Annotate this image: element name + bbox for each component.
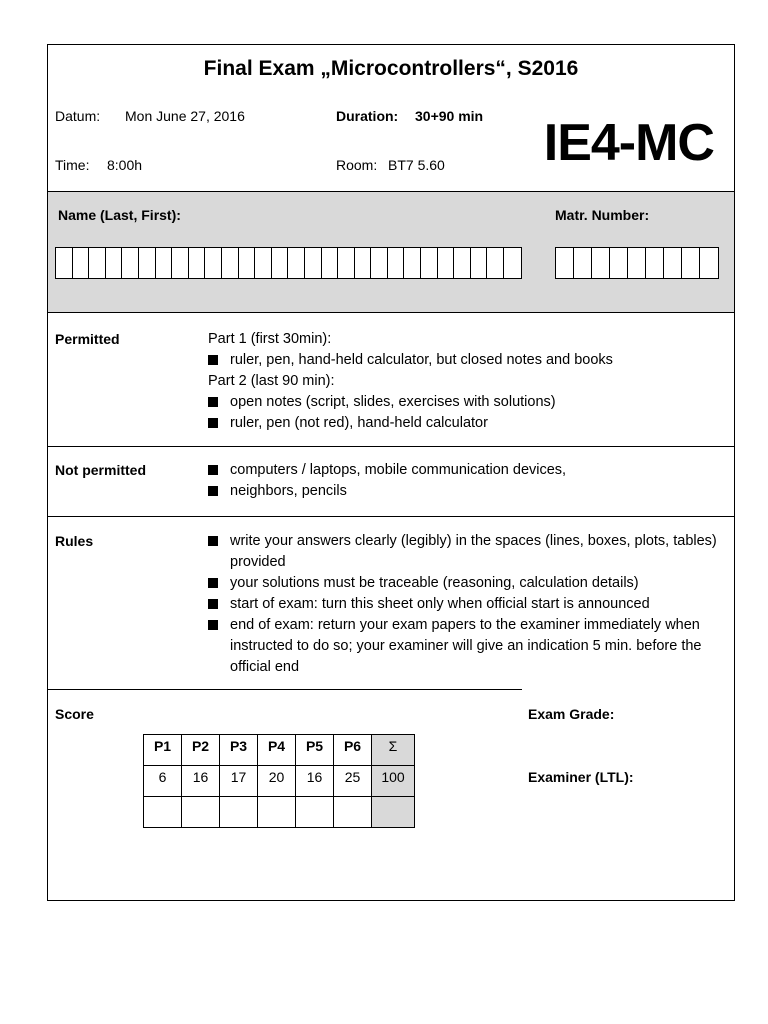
- character-box[interactable]: [239, 248, 256, 278]
- character-box[interactable]: [504, 248, 521, 278]
- character-box[interactable]: [610, 248, 628, 278]
- name-section: [48, 191, 734, 313]
- bullet-icon: [208, 486, 218, 496]
- header-p2: P2: [182, 735, 220, 766]
- max-points-row: [144, 766, 415, 797]
- character-box[interactable]: [122, 248, 139, 278]
- header-p4: P4: [258, 735, 296, 766]
- max-p5: 16: [296, 766, 334, 797]
- header-p1: P1: [144, 735, 182, 766]
- character-box[interactable]: [322, 248, 339, 278]
- character-box[interactable]: [700, 248, 718, 278]
- character-box[interactable]: [56, 248, 73, 278]
- part2-heading: Part 2 (last 90 min):: [208, 373, 335, 389]
- header-p3: P3: [220, 735, 258, 766]
- character-box[interactable]: [388, 248, 405, 278]
- score-header-row: [144, 735, 415, 766]
- bullet-icon: [208, 355, 218, 365]
- character-box[interactable]: [471, 248, 488, 278]
- bullet-icon: [208, 465, 218, 475]
- achieved-points-row: [144, 797, 415, 828]
- character-box[interactable]: [272, 248, 289, 278]
- bullet-icon: [208, 578, 218, 588]
- character-box[interactable]: [574, 248, 592, 278]
- exam-title: Final Exam „Microcontrollers“, S2016: [203, 57, 579, 80]
- list-item: write your answers clearly (legibly) in the spaces (lines, boxes, plots, tables) provided: [208, 531, 718, 573]
- matr-number-input-boxes[interactable]: [555, 247, 719, 279]
- name-label: Name (Last, First):: [58, 207, 181, 223]
- score-entry-p4[interactable]: [258, 797, 296, 828]
- score-entry-p6[interactable]: [334, 797, 372, 828]
- score-entry-p1[interactable]: [144, 797, 182, 828]
- character-box[interactable]: [682, 248, 700, 278]
- duration-value: 30+90 min: [415, 108, 484, 124]
- character-box[interactable]: [222, 248, 239, 278]
- examiner-label: Examiner (LTL):: [528, 769, 634, 785]
- character-box[interactable]: [421, 248, 438, 278]
- bullet-icon: [208, 536, 218, 546]
- score-label: Score: [55, 706, 94, 722]
- max-sum: 100: [372, 766, 415, 797]
- character-box[interactable]: [189, 248, 206, 278]
- bullet-icon: [208, 620, 218, 630]
- character-box[interactable]: [139, 248, 156, 278]
- list-item: ruler, pen (not red), hand-held calculator: [208, 413, 718, 434]
- time-value: 8:00h: [107, 157, 143, 173]
- permitted-label: Permitted: [55, 331, 120, 347]
- divider: [48, 516, 734, 517]
- score-entry-sum: [372, 797, 415, 828]
- permitted-list: [208, 329, 718, 434]
- not-permitted-list: [208, 460, 718, 502]
- character-box[interactable]: [404, 248, 421, 278]
- matr-label: Matr. Number:: [555, 207, 650, 223]
- list-item: open notes (script, slides, exercises with solutions): [208, 392, 718, 413]
- score-table: [143, 734, 415, 828]
- max-p3: 17: [220, 766, 258, 797]
- rules-list: [208, 531, 718, 678]
- character-box[interactable]: [556, 248, 574, 278]
- header-sum: Σ: [372, 735, 415, 766]
- room-label: Room:: [336, 157, 378, 173]
- character-box[interactable]: [664, 248, 682, 278]
- character-box[interactable]: [338, 248, 355, 278]
- character-box[interactable]: [255, 248, 272, 278]
- divider: [48, 689, 522, 690]
- character-box[interactable]: [628, 248, 646, 278]
- score-entry-p2[interactable]: [182, 797, 220, 828]
- bullet-icon: [208, 397, 218, 407]
- course-code: IE4-MC: [543, 114, 714, 172]
- character-box[interactable]: [487, 248, 504, 278]
- list-item: your solutions must be traceable (reasoning, calculation details): [208, 573, 718, 594]
- bullet-icon: [208, 599, 218, 609]
- room-value: BT7 5.60: [388, 157, 445, 173]
- character-box[interactable]: [89, 248, 106, 278]
- exam-cover-sheet: [47, 44, 735, 901]
- character-box[interactable]: [106, 248, 123, 278]
- character-box[interactable]: [288, 248, 305, 278]
- character-box[interactable]: [355, 248, 372, 278]
- character-box[interactable]: [646, 248, 664, 278]
- divider: [48, 446, 734, 447]
- list-item: ruler, pen, hand-held calculator, but closed notes and books: [208, 350, 718, 371]
- date-value: Mon June 27, 2016: [125, 108, 245, 124]
- header-p5: P5: [296, 735, 334, 766]
- name-input-boxes[interactable]: [55, 247, 522, 279]
- max-p1: 6: [144, 766, 182, 797]
- max-p4: 20: [258, 766, 296, 797]
- bullet-icon: [208, 418, 218, 428]
- duration-label: Duration:: [336, 108, 399, 124]
- character-box[interactable]: [205, 248, 222, 278]
- list-item: neighbors, pencils: [208, 481, 718, 502]
- character-box[interactable]: [454, 248, 471, 278]
- list-item: start of exam: turn this sheet only when official start is announced: [208, 594, 718, 615]
- time-label: Time:: [55, 157, 90, 173]
- character-box[interactable]: [305, 248, 322, 278]
- character-box[interactable]: [438, 248, 455, 278]
- max-p2: 16: [182, 766, 220, 797]
- exam-grade-label: Exam Grade:: [528, 706, 615, 722]
- part1-heading: Part 1 (first 30min):: [208, 331, 332, 347]
- not-permitted-label: Not permitted: [55, 462, 146, 478]
- list-item: end of exam: return your exam papers to the examiner immediately when instructed to do so; your examiner will give an indication 5 min. before the official end: [208, 615, 718, 678]
- max-p6: 25: [334, 766, 372, 797]
- date-label: Datum:: [55, 108, 101, 124]
- list-item: computers / laptops, mobile communication devices,: [208, 460, 718, 481]
- rules-label: Rules: [55, 533, 94, 549]
- character-box[interactable]: [156, 248, 173, 278]
- character-box[interactable]: [172, 248, 189, 278]
- score-entry-p3[interactable]: [220, 797, 258, 828]
- character-box[interactable]: [73, 248, 90, 278]
- character-box[interactable]: [371, 248, 388, 278]
- header-p6: P6: [334, 735, 372, 766]
- character-box[interactable]: [592, 248, 610, 278]
- score-entry-p5[interactable]: [296, 797, 334, 828]
